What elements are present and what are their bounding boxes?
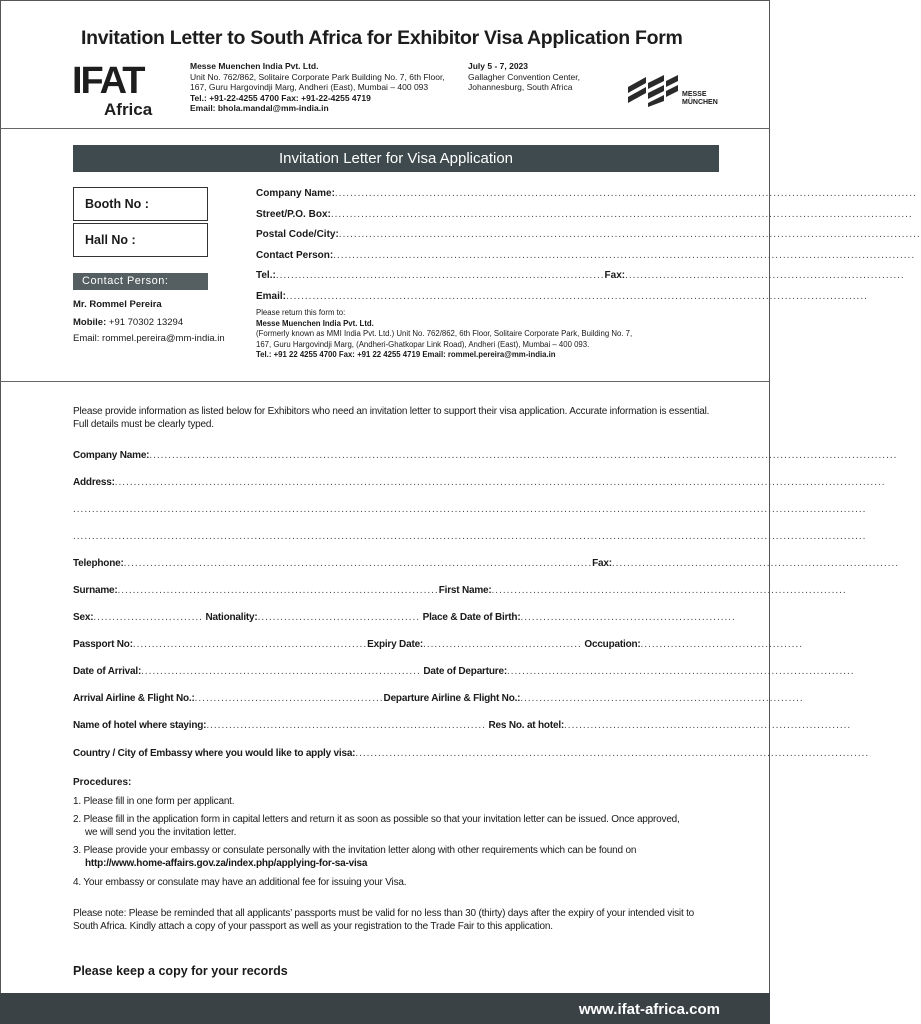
messe-logo-text bbox=[682, 91, 718, 107]
organizer-line-1: Unit No. 762/862, Solitaire Corporate Park Building No. 7, 6th Floor, bbox=[190, 71, 445, 82]
field-label: Date of Departure: bbox=[423, 666, 507, 677]
embassy-field[interactable]: Country / City of Embassy where you would like to apply visa:........................................................................................................................................ bbox=[73, 748, 870, 759]
return-line-2: Messe Muenchen India Pvt. Ltd. bbox=[256, 318, 374, 328]
exhibitor-company-field[interactable]: Company Name:.......................................................................................................................................................... bbox=[256, 188, 917, 199]
procedure-2-line-2: we will send you the invitation letter. bbox=[85, 827, 237, 838]
personal-details-field[interactable]: Sex:............................. Nationality:........................................... Place & Date of Birth:......................................................... bbox=[73, 612, 736, 623]
field-label: Place & Date of Birth: bbox=[422, 612, 521, 623]
field-label: Res No. at hotel: bbox=[488, 720, 565, 731]
address-line-3[interactable]: .................................................................................................................................................................................................................. bbox=[73, 531, 867, 542]
field-label: Date of Arrival: bbox=[73, 666, 142, 677]
exhibitor-street-field[interactable]: Street/P.O. Box:.......................................................................................................................................................... bbox=[256, 209, 913, 220]
return-line-3: (Formerly known as MMI India Pvt. Ltd.) Unit No. 762/862, 6th Floor, Solitaire Corporate Park, Building No. 7, bbox=[256, 329, 633, 338]
organizer-tel: Tel.: +91-22-4255 4700 Fax: +91-22-4255 4719 bbox=[190, 92, 371, 103]
field-label: Company Name: bbox=[256, 188, 335, 199]
event-info bbox=[468, 61, 580, 93]
field-label: Fax: bbox=[592, 558, 612, 569]
section-divider bbox=[0, 381, 770, 382]
field-label: Contact Person: bbox=[256, 250, 334, 261]
exhibitor-contact-field[interactable]: Contact Person:.......................................................................................................................................................... bbox=[256, 250, 916, 261]
mobile-number: +91 70302 13294 bbox=[108, 317, 184, 328]
mobile-label: Mobile: bbox=[73, 317, 107, 328]
organizer-address bbox=[190, 61, 445, 114]
event-venue-1: Gallagher Convention Center, bbox=[468, 71, 580, 82]
procedure-3-line-1: 3. Please provide your embassy or consulate personally with the invitation letter along with other requirements which can be found on bbox=[73, 845, 637, 856]
field-label: Postal Code/City: bbox=[256, 229, 339, 240]
organizer-email: Email: bhola.mandal@mm-india.in bbox=[190, 103, 329, 113]
field-label: Email: bbox=[256, 291, 287, 302]
field-label: Address: bbox=[73, 477, 115, 488]
procedure-4: 4. Your embassy or consulate may have an additional fee for issuing your Visa. bbox=[73, 877, 407, 888]
field-label: Occupation: bbox=[584, 639, 641, 650]
hall-no-field[interactable]: Hall No : bbox=[73, 223, 208, 257]
field-label: Telephone: bbox=[73, 558, 124, 569]
footer-bar bbox=[0, 993, 770, 1024]
event-dates: July 5 - 7, 2023 bbox=[468, 61, 529, 71]
telephone-fax-field[interactable]: Telephone:............................................................................................................................Fax:............................................................................ bbox=[73, 558, 900, 569]
messe-line-2: MÜNCHEN bbox=[682, 99, 718, 106]
flight-field[interactable]: Arrival Airline & Flight No.:..................................................Departure Airline & Flight No.:........................................................................... bbox=[73, 693, 804, 704]
return-instructions bbox=[256, 308, 632, 361]
messe-muenchen-logo bbox=[628, 75, 723, 107]
field-label: Departure Airline & Flight No.: bbox=[383, 693, 521, 704]
keep-copy-notice: Please keep a copy for your records bbox=[73, 964, 288, 978]
field-label: Street/P.O. Box: bbox=[256, 209, 331, 220]
field-label: Fax: bbox=[604, 270, 626, 281]
document-title: Invitation Letter to South Africa for Exhibitor Visa Application Form bbox=[81, 27, 683, 49]
field-label: Tel.: bbox=[256, 270, 276, 281]
company-name-field[interactable]: Company Name:...................................................................................................................................................................................................... bbox=[73, 450, 898, 461]
ifat-africa-logo bbox=[72, 62, 162, 122]
field-label: Company Name: bbox=[73, 450, 150, 461]
contact-person-bar: Contact Person: bbox=[73, 273, 208, 290]
procedure-3 bbox=[73, 844, 721, 870]
footer-website-link[interactable]: www.ifat-africa.com bbox=[578, 1001, 720, 1018]
booth-no-field[interactable]: Booth No : bbox=[73, 187, 208, 221]
return-line-5: Tel.: +91 22 4255 4700 Fax: +91 22 4255 4719 Email: rommel.pereira@mm-india.in bbox=[256, 350, 556, 359]
exhibitor-email-field[interactable]: Email:.......................................................................................................................................................... bbox=[256, 291, 868, 302]
passport-note: Please note: Please be reminded that all applicants’ passports must be valid for no less than 30 (thirty) days after the expiry of your intended visit to South Africa. Kindly attach a copy of your passport as well as your registration to the Trade Fair to this application. bbox=[73, 908, 695, 932]
logo-main-text: IFAT bbox=[72, 60, 144, 102]
field-label: Name of hotel where staying: bbox=[73, 720, 207, 731]
field-label: Surname: bbox=[73, 585, 118, 596]
procedure-1: 1. Please fill in one form per applicant. bbox=[73, 796, 235, 807]
contact-email: Email: rommel.pereira@mm-india.in bbox=[73, 333, 225, 344]
field-label: Nationality: bbox=[205, 612, 258, 623]
field-label: Country / City of Embassy where you would like to apply visa: bbox=[73, 748, 356, 759]
field-label: Arrival Airline & Flight No.: bbox=[73, 693, 195, 704]
messe-line-1: MESSE bbox=[682, 91, 707, 98]
procedure-2 bbox=[73, 813, 721, 839]
field-label: Sex: bbox=[73, 612, 94, 623]
section-banner: Invitation Letter for Visa Application bbox=[73, 145, 719, 172]
travel-dates-field[interactable]: Date of Arrival:.......................................................................... Date of Departure:............................................................................................ bbox=[73, 666, 855, 677]
contact-mobile bbox=[73, 317, 183, 328]
address-line-2[interactable]: .................................................................................................................................................................................................................. bbox=[73, 504, 867, 515]
field-label: First Name: bbox=[438, 585, 492, 596]
address-field[interactable]: Address:............................................................................................................................................................................................................ bbox=[73, 477, 886, 488]
name-field[interactable]: Surname:.....................................................................................First Name:.............................................................................................. bbox=[73, 585, 847, 596]
logo-sub-text: Africa bbox=[104, 100, 153, 119]
header-divider bbox=[0, 128, 770, 129]
field-label: Expiry Date: bbox=[367, 639, 424, 650]
organizer-line-2: 167, Guru Hargovindji Marg, Andheri (East), Mumbai – 400 093 bbox=[190, 82, 429, 92]
contact-name: Mr. Rommel Pereira bbox=[73, 299, 162, 310]
exhibitor-tel-fax-field[interactable]: Tel.:.......................................................................................Fax:.......................................................................... bbox=[256, 270, 905, 281]
event-venue-2: Johannesburg, South Africa bbox=[468, 82, 573, 92]
intro-text: Please provide information as listed below for Exhibitors who need an invitation letter to support their visa application. Accurate information is essential. Full details must be clearly typed. bbox=[73, 406, 710, 430]
hotel-field[interactable]: Name of hotel where staying:.......................................................................... Res No. at hotel:............................................................................ bbox=[73, 720, 852, 731]
organizer-name: Messe Muenchen India Pvt. Ltd. bbox=[190, 61, 319, 71]
messe-logo-mark-icon bbox=[628, 75, 678, 107]
procedures-title: Procedures: bbox=[73, 777, 132, 788]
field-label: Passport No: bbox=[73, 639, 133, 650]
exhibitor-postal-field[interactable]: Postal Code/City:.......................................................................................................................................................... bbox=[256, 229, 921, 240]
visa-info-link[interactable]: http://www.home-affairs.gov.za/index.php/applying-for-sa-visa bbox=[85, 858, 368, 869]
return-line-4: 167, Guru Hargovindji Marg, (Andheri-Ghatkopar Link Road), Andheri (East), Mumbai – 400 093. bbox=[256, 339, 590, 349]
return-line-1: Please return this form to: bbox=[256, 308, 346, 317]
procedure-2-line-1: 2. Please fill in the application form in capital letters and return it as soon as possible so that your invitation letter can be issued. Once approved, bbox=[73, 814, 680, 825]
passport-field[interactable]: Passport No:..............................................................Expiry Date:.......................................... Occupation:........................................... bbox=[73, 639, 803, 650]
